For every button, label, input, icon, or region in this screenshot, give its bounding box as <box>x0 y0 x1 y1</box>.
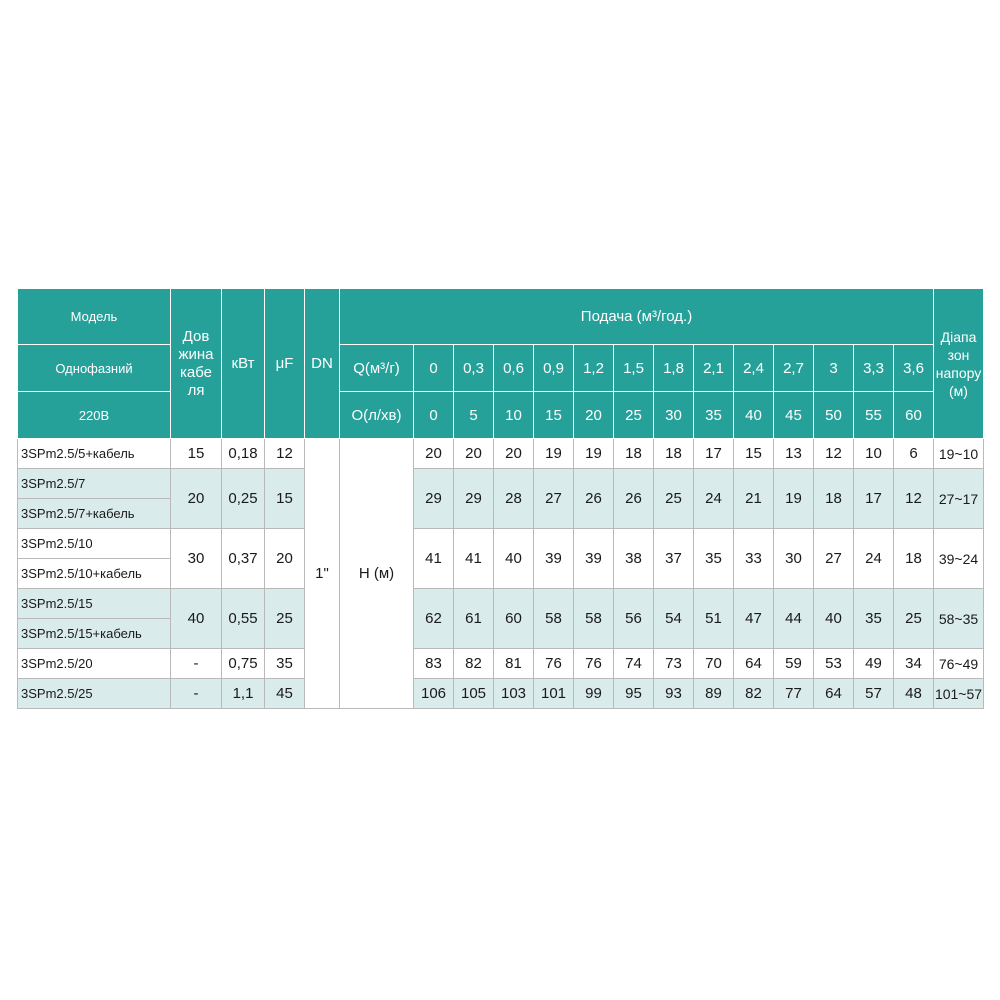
model-name: 3SPm2.5/25 <box>18 679 171 709</box>
head-value: 44 <box>774 589 814 649</box>
head-value: 15 <box>734 439 774 469</box>
dn-header: DN <box>305 289 340 439</box>
kw-header: кВт <box>222 289 265 439</box>
o-value: 25 <box>614 392 654 439</box>
head-value: 29 <box>454 469 494 529</box>
head-value: 62 <box>414 589 454 649</box>
head-range-value: 58~35 <box>934 589 984 649</box>
head-value: 56 <box>614 589 654 649</box>
q-value: 0,6 <box>494 345 534 392</box>
o-value: 35 <box>694 392 734 439</box>
q-value: 3,3 <box>854 345 894 392</box>
model-name: 3SPm2.5/15 <box>18 589 171 619</box>
o-value: 55 <box>854 392 894 439</box>
q-value: 2,4 <box>734 345 774 392</box>
head-value: 17 <box>694 439 734 469</box>
q-value: 0,9 <box>534 345 574 392</box>
o-value: 45 <box>774 392 814 439</box>
head-value: 59 <box>774 649 814 679</box>
head-value: 35 <box>694 529 734 589</box>
head-value: 39 <box>534 529 574 589</box>
head-value: 57 <box>854 679 894 709</box>
head-value: 18 <box>654 439 694 469</box>
table-row <box>18 589 984 619</box>
uf-value: 35 <box>265 649 305 679</box>
head-value: 26 <box>614 469 654 529</box>
head-value: 25 <box>654 469 694 529</box>
model-name: 3SPm2.5/7 <box>18 469 171 499</box>
head-value: 27 <box>814 529 854 589</box>
head-value: 82 <box>734 679 774 709</box>
table-row <box>18 679 984 709</box>
o-value: 50 <box>814 392 854 439</box>
q-value: 0,3 <box>454 345 494 392</box>
q-value: 2,1 <box>694 345 734 392</box>
head-range-line: зон <box>947 346 970 363</box>
head-value: 17 <box>854 469 894 529</box>
head-value: 76 <box>574 649 614 679</box>
q-value: 2,7 <box>774 345 814 392</box>
head-value: 101 <box>534 679 574 709</box>
uf-header: μF <box>265 289 305 439</box>
head-value: 19 <box>774 469 814 529</box>
head-value: 54 <box>654 589 694 649</box>
head-value: 21 <box>734 469 774 529</box>
head-value: 38 <box>614 529 654 589</box>
head-value: 77 <box>774 679 814 709</box>
head-value: 74 <box>614 649 654 679</box>
cable-length-line: Дов <box>182 327 210 345</box>
head-value: 18 <box>814 469 854 529</box>
pump-spec-table <box>17 288 984 709</box>
kw-value: 0,55 <box>222 589 265 649</box>
uf-value: 12 <box>265 439 305 469</box>
kw-value: 0,37 <box>222 529 265 589</box>
head-value: 99 <box>574 679 614 709</box>
table-row <box>18 439 984 469</box>
head-value: 82 <box>454 649 494 679</box>
head-value: 58 <box>534 589 574 649</box>
head-value: 64 <box>814 679 854 709</box>
head-value: 41 <box>454 529 494 589</box>
o-value: 0 <box>414 392 454 439</box>
head-value: 81 <box>494 649 534 679</box>
uf-value: 20 <box>265 529 305 589</box>
model-name: 3SPm2.5/7+кабель <box>18 499 171 529</box>
head-value: 20 <box>414 439 454 469</box>
head-range-value: 19~10 <box>934 439 984 469</box>
head-value: 76 <box>534 649 574 679</box>
q-value: 3,6 <box>894 345 934 392</box>
head-value: 24 <box>854 529 894 589</box>
o-value: 20 <box>574 392 614 439</box>
head-value: 48 <box>894 679 934 709</box>
cable-length-line: ля <box>187 381 205 399</box>
head-range-value: 27~17 <box>934 469 984 529</box>
head-range-value: 101~57 <box>934 679 984 709</box>
head-value: 12 <box>894 469 934 529</box>
head-value: 41 <box>414 529 454 589</box>
o-value: 10 <box>494 392 534 439</box>
head-value: 34 <box>894 649 934 679</box>
head-value: 103 <box>494 679 534 709</box>
head-value: 73 <box>654 649 694 679</box>
cable-length-value: - <box>171 649 222 679</box>
o-value: 40 <box>734 392 774 439</box>
head-value: 53 <box>814 649 854 679</box>
head-value: 30 <box>774 529 814 589</box>
head-label: Н (м) <box>340 439 414 709</box>
phase-header: Однофазний <box>18 345 171 392</box>
model-name: 3SPm2.5/10 <box>18 529 171 559</box>
table-row <box>18 469 984 499</box>
cable-length-value: - <box>171 679 222 709</box>
table-row <box>18 529 984 559</box>
head-value: 58 <box>574 589 614 649</box>
q-value: 1,5 <box>614 345 654 392</box>
head-range-line: напору <box>935 364 982 381</box>
voltage-header: 220В <box>18 392 171 439</box>
table-row <box>18 649 984 679</box>
model-name: 3SPm2.5/15+кабель <box>18 619 171 649</box>
q-value: 1,2 <box>574 345 614 392</box>
head-value: 37 <box>654 529 694 589</box>
kw-value: 0,75 <box>222 649 265 679</box>
head-value: 18 <box>614 439 654 469</box>
head-value: 47 <box>734 589 774 649</box>
head-value: 18 <box>894 529 934 589</box>
uf-value: 15 <box>265 469 305 529</box>
cable-length-value: 15 <box>171 439 222 469</box>
head-value: 105 <box>454 679 494 709</box>
dn-value: 1" <box>305 439 340 709</box>
q-value: 1,8 <box>654 345 694 392</box>
flow-header: Подача (м³/год.) <box>340 289 934 345</box>
head-value: 20 <box>494 439 534 469</box>
model-header: Модель <box>18 289 171 345</box>
head-value: 26 <box>574 469 614 529</box>
kw-value: 0,25 <box>222 469 265 529</box>
o-value: 15 <box>534 392 574 439</box>
model-name: 3SPm2.5/5+кабель <box>18 439 171 469</box>
head-value: 40 <box>494 529 534 589</box>
q-label: Q(м³/г) <box>340 345 414 392</box>
o-value: 5 <box>454 392 494 439</box>
head-value: 61 <box>454 589 494 649</box>
uf-value: 45 <box>265 679 305 709</box>
head-value: 19 <box>534 439 574 469</box>
head-value: 12 <box>814 439 854 469</box>
head-value: 20 <box>454 439 494 469</box>
head-value: 51 <box>694 589 734 649</box>
q-value: 0 <box>414 345 454 392</box>
head-value: 24 <box>694 469 734 529</box>
head-range-header <box>934 289 984 439</box>
cable-length-value: 20 <box>171 469 222 529</box>
head-value: 39 <box>574 529 614 589</box>
head-value: 6 <box>894 439 934 469</box>
q-value: 3 <box>814 345 854 392</box>
kw-value: 1,1 <box>222 679 265 709</box>
o-value: 30 <box>654 392 694 439</box>
head-range-value: 76~49 <box>934 649 984 679</box>
head-value: 40 <box>814 589 854 649</box>
head-value: 60 <box>494 589 534 649</box>
head-value: 13 <box>774 439 814 469</box>
cable-length-header <box>171 289 222 439</box>
head-value: 27 <box>534 469 574 529</box>
head-value: 83 <box>414 649 454 679</box>
uf-value: 25 <box>265 589 305 649</box>
head-value: 89 <box>694 679 734 709</box>
head-value: 64 <box>734 649 774 679</box>
head-value: 33 <box>734 529 774 589</box>
model-name: 3SPm2.5/20 <box>18 649 171 679</box>
cable-length-line: кабе <box>180 363 212 381</box>
head-value: 35 <box>854 589 894 649</box>
head-value: 95 <box>614 679 654 709</box>
head-value: 19 <box>574 439 614 469</box>
head-range-line: (м) <box>949 382 968 399</box>
head-value: 28 <box>494 469 534 529</box>
head-value: 49 <box>854 649 894 679</box>
head-value: 25 <box>894 589 934 649</box>
kw-value: 0,18 <box>222 439 265 469</box>
head-value: 93 <box>654 679 694 709</box>
head-value: 106 <box>414 679 454 709</box>
cable-length-line: жина <box>178 345 214 363</box>
o-label: О(л/хв) <box>340 392 414 439</box>
head-range-line: Діапа <box>940 328 977 345</box>
cable-length-value: 30 <box>171 529 222 589</box>
head-value: 29 <box>414 469 454 529</box>
head-value: 70 <box>694 649 734 679</box>
cable-length-value: 40 <box>171 589 222 649</box>
o-value: 60 <box>894 392 934 439</box>
head-value: 10 <box>854 439 894 469</box>
model-name: 3SPm2.5/10+кабель <box>18 559 171 589</box>
head-range-value: 39~24 <box>934 529 984 589</box>
